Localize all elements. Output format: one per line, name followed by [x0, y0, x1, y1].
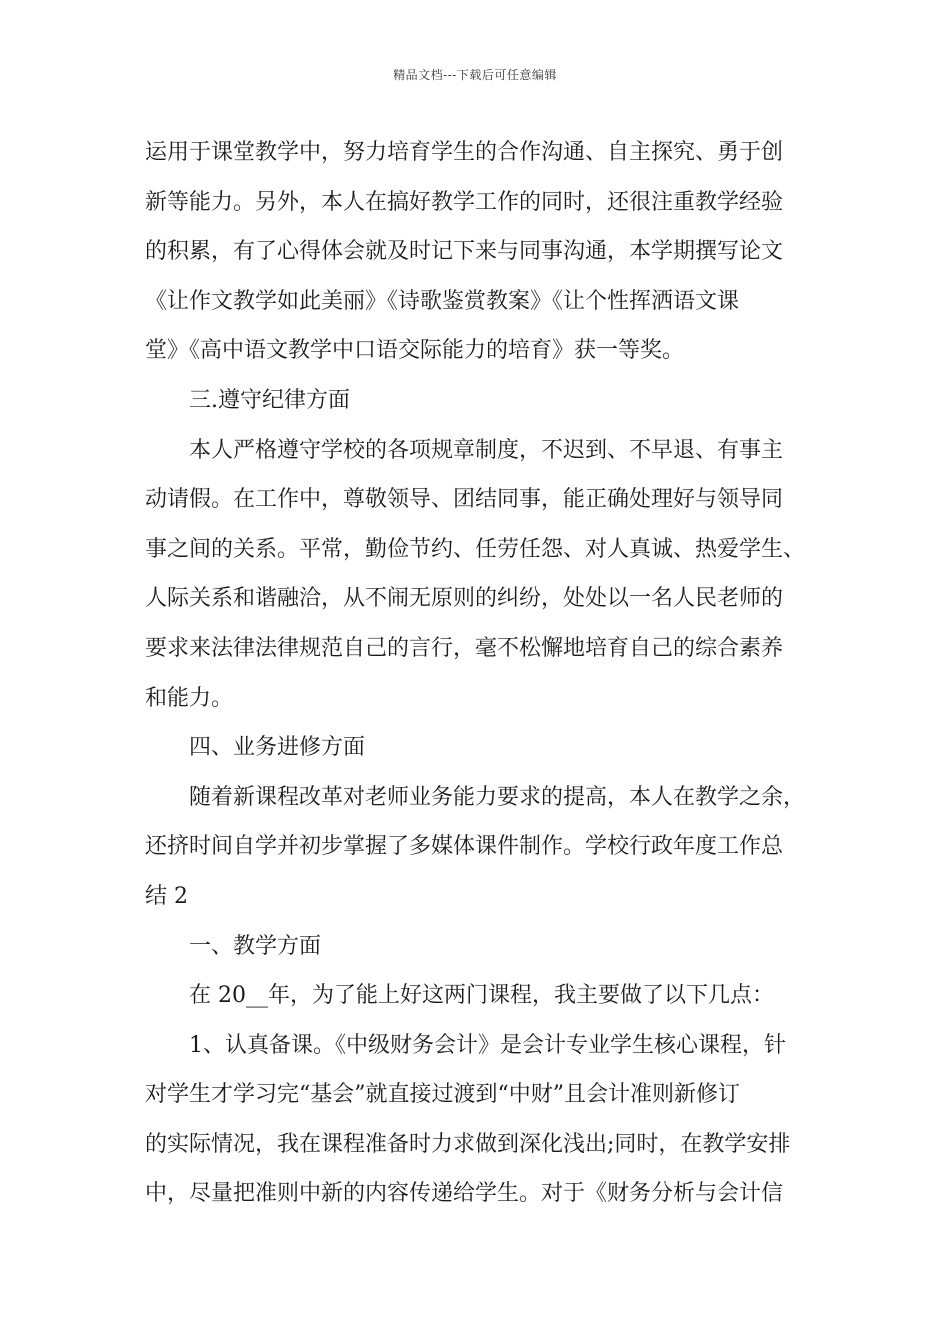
text-line: 堂》《高中语文教学中口语交际能力的培育》获一等奖。 — [145, 338, 685, 364]
text-line: 对学生才学习完“基会”就直接过渡到“中财”且会计准则新修订 — [145, 1082, 740, 1108]
text-line: 随着新课程改革对老师业务能力要求的提高，本人在教学之余， — [189, 784, 806, 810]
document-body — [145, 128, 809, 1219]
text-line: 中，尽量把准则中新的内容传递给学生。对于《财务分析与会计信 — [145, 1181, 784, 1207]
text-line: 的积累，有了心得体会就及时记下来与同事沟通，本学期撰写论文 — [145, 239, 784, 265]
text-line: 的实际情况，我在课程准备时力求做到深化浅出;同时，在教学安排 — [145, 1131, 791, 1157]
text-line: 本人严格遵守学校的各项规章制度，不迟到、不早退、有事主 — [189, 437, 784, 463]
text-line: 在 20__年，为了能上好这两门课程，我主要做了以下几点： — [189, 983, 774, 1009]
section-heading: 三.遵守纪律方面 — [189, 387, 350, 413]
text-line: 事之间的关系。平常，勤俭节约、任劳任怨、对人真诚、热爱学生、 — [145, 536, 806, 562]
section-heading: 四、业务进修方面 — [189, 735, 366, 761]
text-line: 动请假。在工作中，尊敬领导、团结同事，能正确处理好与领导同 — [145, 487, 784, 513]
text-line: 《让作文教学如此美丽》《诗歌鉴赏教案》《让个性挥洒语文课 — [145, 288, 740, 314]
text-line: 和能力。 — [145, 685, 234, 711]
text-line: 人际关系和谐融洽，从不闹无原则的纠纷，处处以一名人民老师的 — [145, 586, 784, 612]
text-line: 还挤时间自学并初步掌握了多媒体课件制作。学校行政年度工作总 — [145, 834, 784, 860]
section-heading: 一、教学方面 — [189, 933, 322, 959]
text-line: 1、认真备课。《中级财务会计》是会计专业学生核心课程，针 — [189, 1032, 786, 1058]
page-header: 精品文档---下载后可任意编辑 — [393, 68, 557, 82]
text-line: 要求来法律法律规范自己的言行，毫不松懈地培育自己的综合素养 — [145, 635, 784, 661]
text-line: 新等能力。另外，本人在搞好教学工作的同时，还很注重教学经验 — [145, 189, 784, 215]
text-line: 结 2 — [145, 883, 188, 909]
text-line: 运用于课堂教学中，努力培育学生的合作沟通、自主探究、勇于创 — [145, 140, 784, 165]
